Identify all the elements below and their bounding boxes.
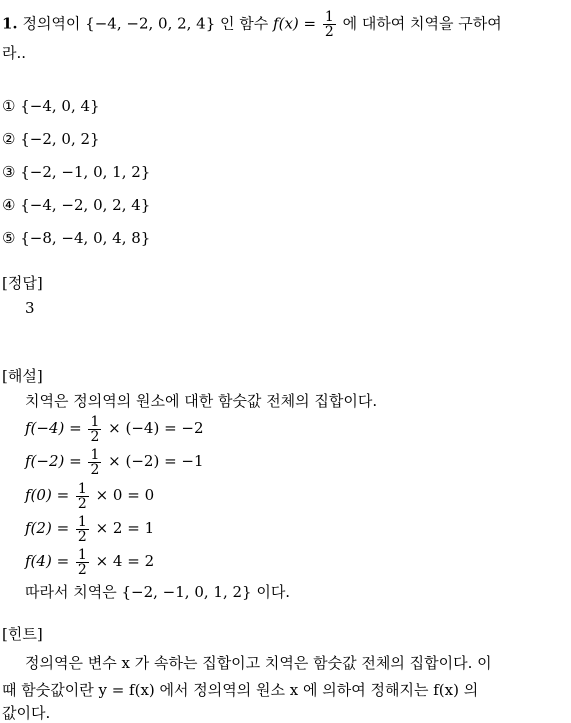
solution-line-2: f(−2) = $\frac{1}{2}$ × (−2) = −1 [25,446,204,478]
choice-1[interactable] [2,96,100,116]
solution-intro: 치역은 정의역의 원소에 대한 함숫값 전체의 집합이다. [25,392,378,410]
choice-text: {−8, −4, 0, 4, 8} [20,229,151,247]
hint-line-3: 값이다. [2,704,51,722]
fraction-half: $\frac{1}{2}$ [90,446,100,478]
choice-marker: ① [2,97,16,115]
choice-marker: ③ [2,163,16,181]
choice-marker: ⑤ [2,229,16,247]
choice-5[interactable] [2,228,150,248]
choice-text: {−4, 0, 4} [20,97,100,115]
solution-conclusion: 따라서 치역은 {−2, −1, 0, 1, 2} 이다. [25,583,291,601]
question-function: f(x) [273,14,299,33]
choice-marker: ② [2,130,16,148]
solution-line-4: f(2) = $\frac{1}{2}$ × 2 = 1 [25,513,155,545]
choice-2[interactable] [2,129,100,149]
hint-line-1: 정의역은 변수 x 가 속하는 집합이고 치역은 함숫값 전체의 집합이다. 이 [25,654,492,672]
answer-value: 3 [25,299,35,317]
choice-text: {−2, 0, 2} [20,130,100,148]
solution-heading: [해설] [2,367,43,385]
question-number: 1. [2,14,18,33]
hint-line-2: 때 함숫값이란 y = f(x) 에서 정의역의 원소 x 에 의하여 정해지는 f(x) 의 [2,681,479,699]
solution-line-3: f(0) = $\frac{1}{2}$ × 0 = 0 [25,480,155,512]
solution-line-5: f(4) = $\frac{1}{2}$ × 4 = 2 [25,546,155,578]
question-fraction: $\frac{1}{2}$ [324,9,334,40]
fraction-half: $\frac{1}{2}$ [77,480,87,512]
choice-4[interactable] [2,195,150,215]
choice-text: {−2, −1, 0, 1, 2} [20,163,151,181]
question-line-2: 라.. [2,44,27,62]
fraction-half: $\frac{1}{2}$ [90,413,100,445]
question-equals: = [298,14,321,33]
question-text-after: 에 대하여 치역을 구하여 [337,14,502,33]
answer-heading: [정답] [2,274,43,292]
question-text-before: 정의역이 {−4, −2, 0, 2, 4} 인 함수 [22,14,274,33]
choice-marker: ④ [2,196,16,214]
fraction-half: $\frac{1}{2}$ [77,546,87,578]
hint-heading: [힌트] [2,625,43,643]
choice-text: {−4, −2, 0, 2, 4} [20,196,151,214]
fraction-half: $\frac{1}{2}$ [77,513,87,545]
question-line-1 [2,10,502,39]
solution-line-1: f(−4) = $\frac{1}{2}$ × (−4) = −2 [25,413,204,445]
choice-3[interactable] [2,162,150,182]
